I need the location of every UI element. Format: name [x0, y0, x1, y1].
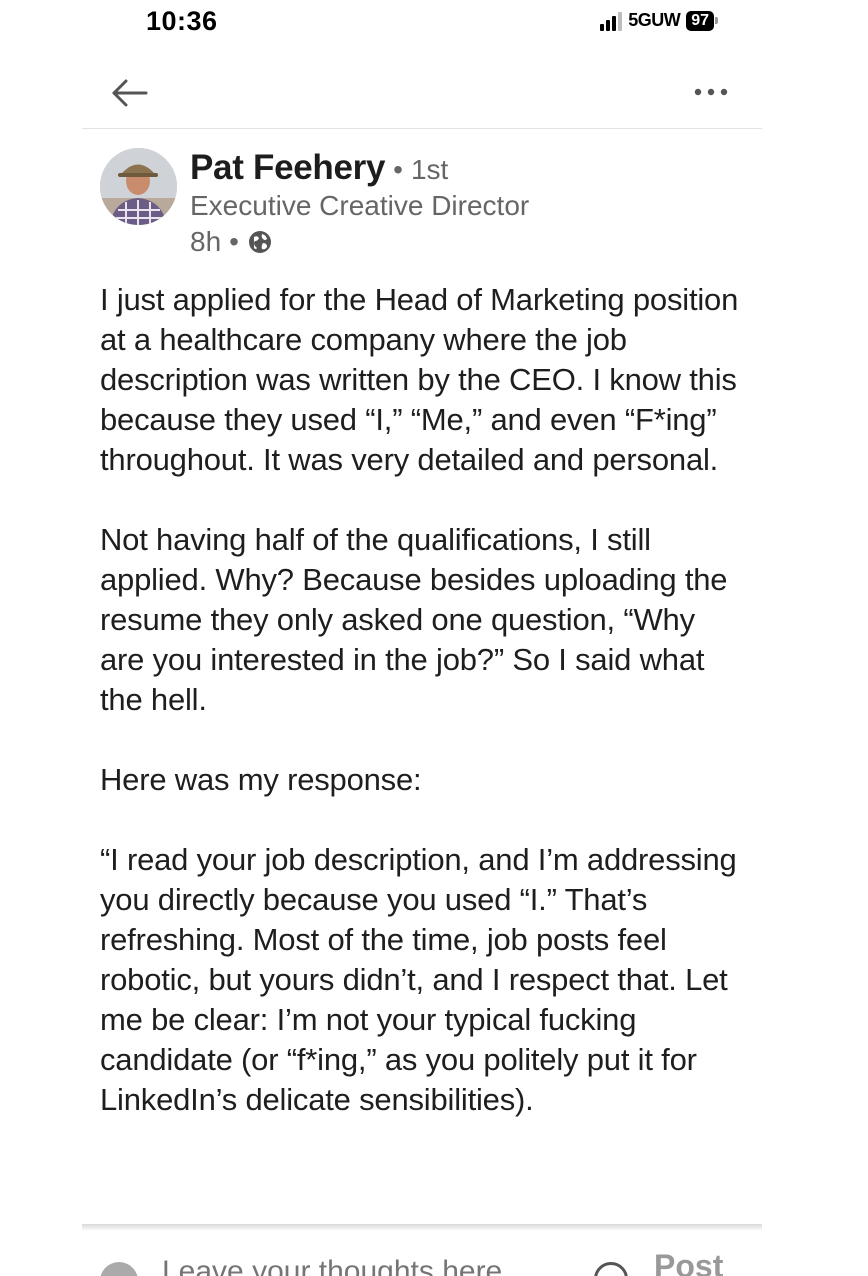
divider — [82, 1224, 762, 1230]
connection-degree: 1st — [410, 154, 449, 185]
author-headline: Executive Creative Director — [190, 190, 530, 221]
status-bar — [0, 0, 868, 48]
post-paragraph: Not having half of the qualifications, I still applied. Why? Because besides uploading the resume they only asked one question, “Why are you interested in the job?” So I said what the hell. — [100, 522, 728, 717]
comment-input[interactable] — [160, 1254, 584, 1276]
network-type: 5GUW — [628, 10, 681, 30]
back-button[interactable] — [110, 76, 150, 110]
post — [100, 148, 740, 1160]
more-horizontal-icon — [692, 80, 732, 104]
more-options-button[interactable] — [692, 80, 732, 104]
user-avatar — [100, 1262, 138, 1276]
author-info — [190, 148, 529, 258]
signal-strength-icon — [600, 11, 622, 31]
battery-level: 97 — [686, 11, 714, 31]
author-name[interactable]: Pat Feehery — [190, 148, 386, 187]
arrow-left-icon — [110, 76, 150, 110]
post-paragraph: I just applied for the Head of Marketing position at a healthcare company where the job description was written by the CEO. I know this because they used “I,” “Me,” and even “F*ing” throughout. It was very detailed and personal. — [100, 282, 739, 477]
nav-bar — [82, 58, 762, 129]
globe-icon — [247, 229, 273, 255]
status-indicators — [600, 10, 718, 31]
status-time: 10:36 — [146, 6, 218, 36]
separator-dot: • — [393, 154, 403, 185]
battery-icon — [686, 11, 718, 31]
post-paragraph: “I read your job description, and I’m addressing you directly because you used “I.” That’s refreshing. Most of the time, job posts feel robotic, but yours didn’t, and I respect that. Let me be clear: I’m not your typical fucking candidate (or “f*ing,” as you politely put it for LinkedIn’s delicate sensibilities). — [100, 842, 737, 1117]
meta-separator: • — [229, 226, 239, 257]
author-avatar[interactable] — [100, 148, 177, 225]
post-meta — [190, 226, 529, 258]
at-sign-icon[interactable] — [594, 1262, 628, 1276]
comment-bar — [82, 1232, 762, 1276]
post-body — [100, 280, 740, 1120]
post-comment-button[interactable]: Post — [654, 1248, 723, 1276]
author-row — [100, 148, 740, 268]
post-time: 8h — [190, 226, 222, 257]
post-paragraph: Here was my response: — [100, 762, 422, 797]
